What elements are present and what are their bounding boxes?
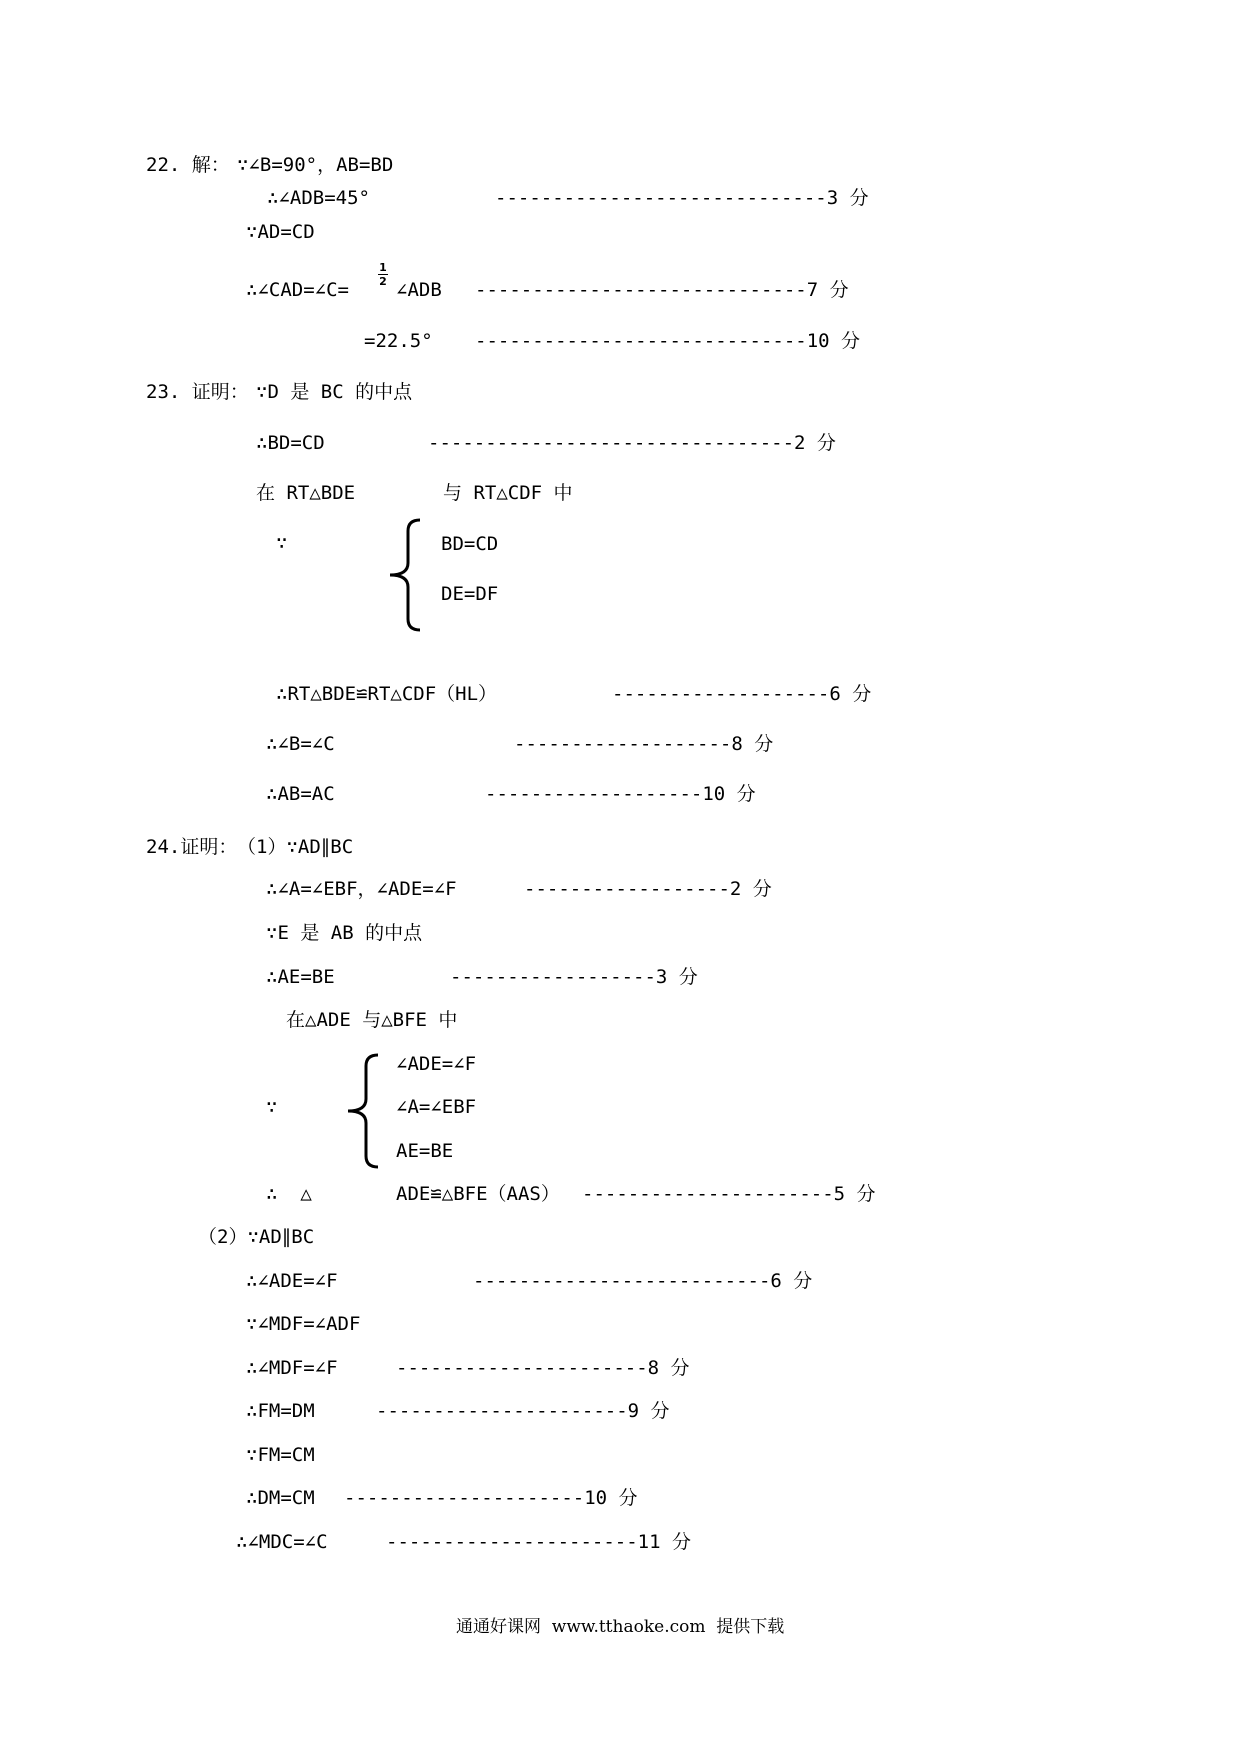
- q24-part2-line4: ∴FM=DM: [246, 1400, 315, 1422]
- q22-line5-score: -----------------------------10 分: [475, 330, 861, 352]
- q23-line3b: 与 RT△CDF 中: [443, 482, 573, 504]
- q23-line5-score: -------------------8 分: [514, 733, 774, 755]
- q24-part1: （1）∵AD∥BC: [237, 836, 354, 858]
- q23-line4-score: -------------------6 分: [612, 683, 872, 705]
- q24-condition2: ∠A=∠EBF: [396, 1096, 477, 1118]
- q24-line2: ∵E 是 AB 的中点: [266, 922, 423, 944]
- q24-line3: ∴AE=BE: [266, 966, 335, 988]
- q23-line2-score: --------------------------------2 分: [428, 432, 836, 454]
- q24-label: 24.证明：: [146, 836, 238, 858]
- q22-fraction-denominator: 2: [379, 275, 387, 288]
- q24-part2-line4-score: ----------------------9 分: [376, 1400, 670, 1422]
- q23-line4: ∴RT△BDE≌RT△CDF（HL）: [276, 683, 498, 705]
- q24-part2-line3: ∴∠MDF=∠F: [246, 1357, 338, 1379]
- q24-part2-line7-score: ----------------------11 分: [386, 1531, 691, 1553]
- q24-line5-score: ----------------------5 分: [582, 1183, 876, 1205]
- q24-line1: ∴∠A=∠EBF，∠ADE=∠F: [266, 878, 457, 900]
- q24-brace-icon: [340, 1052, 380, 1170]
- footer-source-line: 通通好课网 www.tthaoke.com 提供下载: [456, 1617, 785, 1637]
- q24-line4: 在△ADE 与△BFE 中: [286, 1009, 458, 1031]
- q23-line1: ∵D 是 BC 的中点: [256, 381, 413, 403]
- q22-line4a: ∴∠CAD=∠C=: [246, 279, 349, 301]
- q22-line2: ∴∠ADB=45°: [267, 187, 370, 209]
- q23-condition1: BD=CD: [441, 533, 499, 555]
- q23-condition2: DE=DF: [441, 583, 499, 605]
- q22-line1: ∵∠B=90°，AB=BD: [237, 154, 394, 176]
- q23-label: 23. 证明：: [146, 381, 249, 403]
- q24-line5b: ADE≌△BFE（AAS）: [396, 1183, 560, 1205]
- q24-part2-line3-score: ----------------------8 分: [396, 1357, 690, 1379]
- q24-part2: （2）∵AD∥BC: [198, 1226, 315, 1248]
- q22-line4b: ∠ADB: [396, 279, 442, 301]
- q24-part2-line1: ∴∠ADE=∠F: [246, 1270, 338, 1292]
- q24-line1-score: ------------------2 分: [524, 878, 772, 900]
- q24-part2-line6: ∴DM=CM: [246, 1487, 315, 1509]
- q23-line6: ∴AB=AC: [266, 783, 335, 805]
- q23-line5: ∴∠B=∠C: [266, 733, 335, 755]
- q24-because-symbol: ∵: [266, 1096, 278, 1118]
- q23-line6-score: -------------------10 分: [485, 783, 756, 805]
- q22-label: 22. 解：: [146, 154, 230, 176]
- q24-part2-line2: ∵∠MDF=∠ADF: [246, 1313, 361, 1335]
- q22-line4-score: -----------------------------7 分: [475, 279, 849, 301]
- q24-line3-score: ------------------3 分: [450, 966, 698, 988]
- q23-because-symbol: ∵: [276, 532, 288, 554]
- q24-part2-line7: ∴∠MDC=∠C: [236, 1531, 328, 1553]
- q24-line5a: ∴ △: [266, 1183, 312, 1205]
- q22-fraction-numerator: 1: [379, 261, 387, 274]
- q24-condition1: ∠ADE=∠F: [396, 1053, 477, 1075]
- q24-part2-line1-score: --------------------------6 分: [473, 1270, 813, 1292]
- q22-line2-score: -----------------------------3 分: [495, 187, 869, 209]
- q24-part2-line6-score: ---------------------10 分: [344, 1487, 638, 1509]
- q22-line3: ∵AD=CD: [246, 221, 315, 243]
- q24-part2-line5: ∵FM=CM: [246, 1444, 315, 1466]
- q23-line2: ∴BD=CD: [256, 432, 325, 454]
- q23-line3a: 在 RT△BDE: [256, 482, 356, 504]
- q23-brace-icon: [382, 517, 422, 633]
- q24-condition3: AE=BE: [396, 1140, 454, 1162]
- q22-line5: =22.5°: [364, 330, 433, 352]
